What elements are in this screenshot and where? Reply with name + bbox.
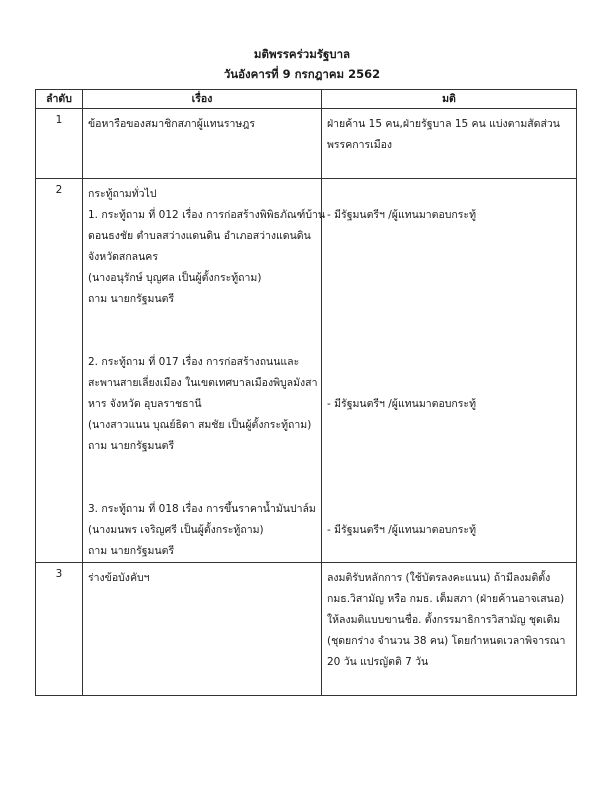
resolution-table <box>35 89 577 696</box>
subject-line: 3. กระทู้ถาม ที่ 018 เรื่อง การขึ้นราคาน้ำมันปาล์ม <box>88 503 316 515</box>
row-number: 1 <box>36 109 83 179</box>
resolution-line: - มีรัฐมนตรีฯ /ผู้แทนมาตอบกระทู้ <box>327 398 476 410</box>
subject-line: (นางสาวแนน บุณย์ธิดา สมชัย เป็นผู้ตั้งกระทู้ถาม) <box>88 419 312 431</box>
resolution-line: (ชุดยกร่าง จำนวน 38 คน) โดยกำหนดเวลาพิจารณา <box>327 635 566 647</box>
subject-line: หาร จังหวัด อุบลราชธานี <box>88 398 202 410</box>
row-subject <box>83 109 322 179</box>
subject-intro: กระทู้ถามทั่วไป <box>88 188 157 200</box>
row-resolution <box>322 563 577 696</box>
subject-line: ถาม นายกรัฐมนตรี <box>88 293 175 305</box>
resolution-line: พรรคการเมือง <box>327 139 393 151</box>
header-resolution: มติ <box>322 90 577 109</box>
resolution-line: ฝ่ายค้าน 15 คน,ฝ่ายรัฐบาล 15 คน แบ่งตามสัดส่วน <box>327 118 560 130</box>
row-number: 2 <box>36 179 83 563</box>
subject-line: ร่างข้อบังคับฯ <box>88 572 150 584</box>
row-subject <box>83 179 326 563</box>
resolution-line: - มีรัฐมนตรีฯ /ผู้แทนมาตอบกระทู้ <box>327 209 476 221</box>
header-order: ลำดับ <box>36 90 83 109</box>
row-resolution <box>322 109 577 179</box>
resolution-line: - มีรัฐมนตรีฯ /ผู้แทนมาตอบกระทู้ <box>327 524 476 536</box>
subject-line: (นางอนุรักษ์ บุญศล เป็นผู้ตั้งกระทู้ถาม) <box>88 272 262 284</box>
resolution-line: กมธ.วิสามัญ หรือ กมธ. เต็มสภา (ฝ่ายค้านอาจเสนอ) <box>327 593 565 605</box>
row-subject <box>83 563 322 696</box>
resolution-line: ให้ลงมติแบบขานชื่อ. ตั้งกรรมาธิการวิสามัญ ชุดเดิม <box>327 614 561 626</box>
row-number: 3 <box>36 563 83 696</box>
table-row <box>36 179 577 563</box>
subject-line: ถาม นายกรัฐมนตรี <box>88 545 175 557</box>
header-subject: เรื่อง <box>83 90 322 109</box>
row-resolution <box>322 179 577 563</box>
subject-line: ดอนธงชัย ตำบลสว่างแดนดิน อำเภอสว่างแดนดิน <box>88 230 311 242</box>
resolution-line: 20 วัน แปรญัตติ 7 วัน <box>327 656 429 668</box>
subject-line: 2. กระทู้ถาม ที่ 017 เรื่อง การก่อสร้างถนนและ <box>88 356 300 368</box>
subject-line: ข้อหารือของสมาชิกสภาผู้แทนราษฎร <box>88 118 255 130</box>
subject-line: ถาม นายกรัฐมนตรี <box>88 440 175 452</box>
subject-line: (นางมนพร เจริญศรี เป็นผู้ตั้งกระทู้ถาม) <box>88 524 264 536</box>
document-title: มติพรรคร่วมรัฐบาล <box>253 47 351 61</box>
subject-line: สะพานสายเลี่ยงเมือง ในเขตเทศบาลเมืองพิบูลมังสา <box>88 377 318 389</box>
table-row <box>36 563 577 696</box>
subject-line: 1. กระทู้ถาม ที่ 012 เรื่อง การก่อสร้างพิพิธภัณฑ์บ้าน <box>88 209 326 221</box>
table-row <box>36 109 577 179</box>
document-date: วันอังคารที่ 9 กรกฎาคม 2562 <box>223 67 381 81</box>
table-header-row <box>36 90 577 109</box>
subject-line: จังหวัดสกลนคร <box>88 251 158 263</box>
resolution-line: ลงมติรับหลักการ (ใช้บัตรลงคะแนน) ถ้ามีลงมติตั้ง <box>327 572 551 584</box>
